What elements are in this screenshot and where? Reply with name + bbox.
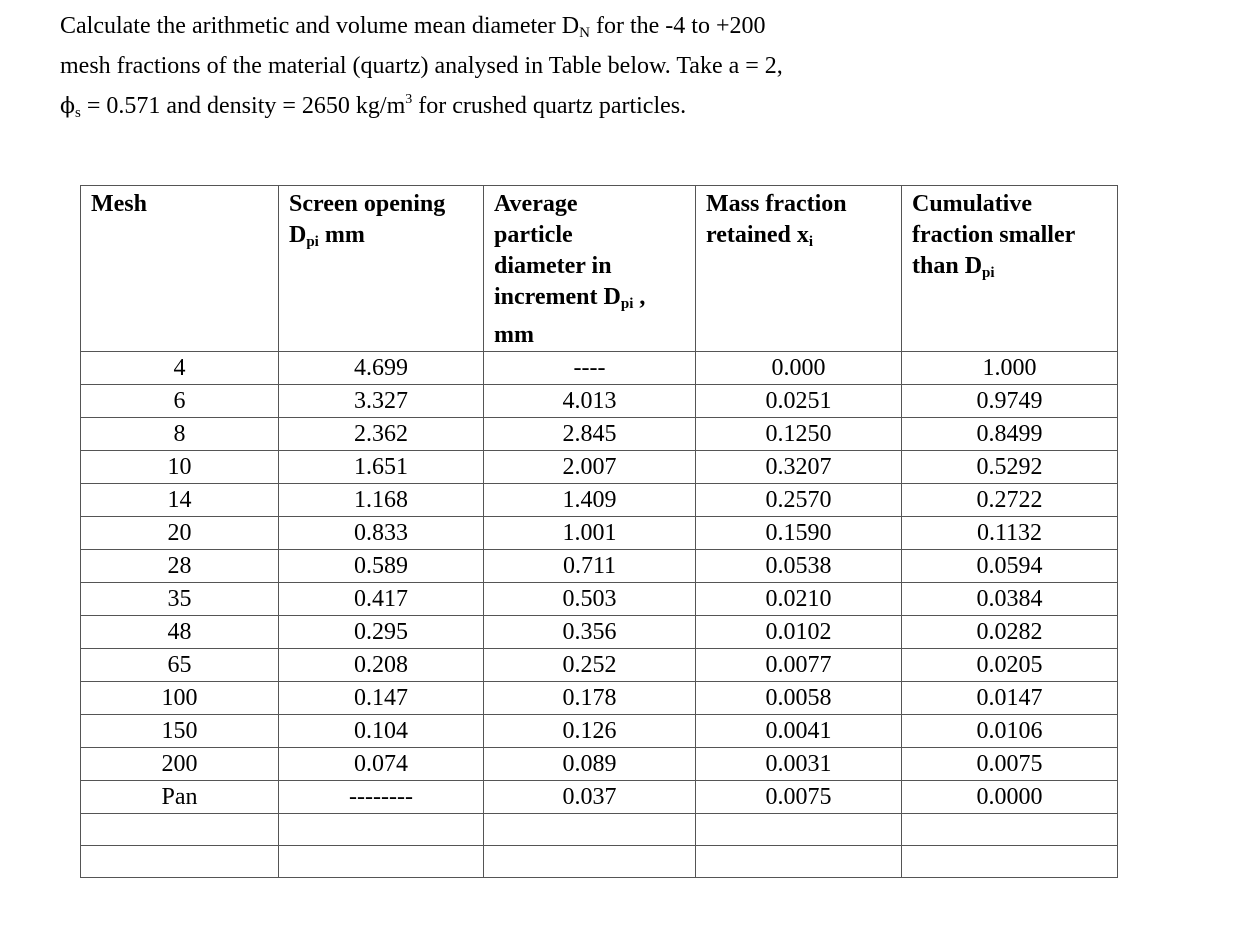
cell-mass-fraction: 0.1590 [696,517,902,550]
cell-cumulative-fraction: 0.8499 [902,418,1118,451]
cell-average-diameter: 0.089 [484,748,696,781]
cell-screen-opening: 2.362 [279,418,484,451]
cell-cumulative-fraction: 0.1132 [902,517,1118,550]
cell-average-diameter: 1.409 [484,484,696,517]
cell-screen-opening: 0.295 [279,616,484,649]
header-mesh: Mesh [81,186,279,352]
cell-empty [696,814,902,846]
problem-statement [60,10,960,130]
table-row [81,682,1118,715]
cell-mesh: 100 [81,682,279,715]
cell-cumulative-fraction: 0.0205 [902,649,1118,682]
cell-mesh: 8 [81,418,279,451]
cell-screen-opening: 1.168 [279,484,484,517]
cell-mesh: 10 [81,451,279,484]
table-body [81,352,1118,878]
cell-mass-fraction: 0.0031 [696,748,902,781]
cell-screen-opening: 0.208 [279,649,484,682]
cell-mass-fraction: 0.1250 [696,418,902,451]
cell-mass-fraction: 0.2570 [696,484,902,517]
table-row [81,385,1118,418]
cell-cumulative-fraction: 0.0147 [902,682,1118,715]
cell-cumulative-fraction: 0.0075 [902,748,1118,781]
cell-cumulative-fraction: 0.0106 [902,715,1118,748]
cell-screen-opening: 0.417 [279,583,484,616]
cell-average-diameter: 0.356 [484,616,696,649]
cell-mass-fraction: 0.0102 [696,616,902,649]
cell-average-diameter: 0.503 [484,583,696,616]
header-screen-opening: Screen opening Dpi mm [279,186,484,352]
cell-empty [484,846,696,878]
cell-average-diameter: 0.178 [484,682,696,715]
cell-mesh: 6 [81,385,279,418]
table-row [81,583,1118,616]
cell-mass-fraction: 0.0251 [696,385,902,418]
cell-mass-fraction: 0.0075 [696,781,902,814]
cell-mesh: 14 [81,484,279,517]
cell-average-diameter: 0.126 [484,715,696,748]
cell-average-diameter: 1.001 [484,517,696,550]
phi-symbol: ϕ [60,94,75,119]
table-row [81,517,1118,550]
cell-screen-opening: 0.104 [279,715,484,748]
cell-cumulative-fraction: 0.0384 [902,583,1118,616]
cell-cumulative-fraction: 0.0282 [902,616,1118,649]
header-average-diameter: Average particle diameter in increment Dpi , mm [484,186,696,352]
cell-empty [696,846,902,878]
cell-empty [81,814,279,846]
cell-empty [279,814,484,846]
header-cumulative-fraction: Cumulative fraction smaller than Dpi [902,186,1118,352]
cell-mass-fraction: 0.0538 [696,550,902,583]
cell-empty [279,846,484,878]
table-row [81,352,1118,385]
cell-screen-opening: 4.699 [279,352,484,385]
cell-mass-fraction: 0.0210 [696,583,902,616]
table-row [81,484,1118,517]
cell-screen-opening: 1.651 [279,451,484,484]
cell-cumulative-fraction: 0.0000 [902,781,1118,814]
cell-average-diameter: 0.037 [484,781,696,814]
cell-empty [902,846,1118,878]
cell-mesh: Pan [81,781,279,814]
table-row [81,616,1118,649]
cell-cumulative-fraction: 0.5292 [902,451,1118,484]
table-row [81,418,1118,451]
cell-cumulative-fraction: 0.9749 [902,385,1118,418]
cell-average-diameter: 2.007 [484,451,696,484]
cell-average-diameter: 0.711 [484,550,696,583]
cell-mesh: 200 [81,748,279,781]
cell-mesh: 48 [81,616,279,649]
cell-screen-opening: 3.327 [279,385,484,418]
cell-empty [902,814,1118,846]
cell-mass-fraction: 0.3207 [696,451,902,484]
cell-screen-opening: 0.589 [279,550,484,583]
cell-mesh: 35 [81,583,279,616]
problem-line-3: $\phi_s = 0.571$ and density = 2650 $kg/m^3$ for crushed quartz particles. [60,92,687,121]
cell-empty [81,846,279,878]
cell-screen-opening: -------- [279,781,484,814]
cell-mass-fraction: 0.0058 [696,682,902,715]
table-row [81,748,1118,781]
header-mass-fraction: Mass fraction retained xi [696,186,902,352]
table-header-row [81,186,1118,352]
table-row [81,649,1118,682]
cell-screen-opening: 0.833 [279,517,484,550]
table-row [81,781,1118,814]
cell-mesh: 150 [81,715,279,748]
table-row-empty [81,814,1118,846]
table-row-empty [81,846,1118,878]
cell-cumulative-fraction: 1.000 [902,352,1118,385]
table-row [81,550,1118,583]
cell-mesh: 28 [81,550,279,583]
cell-empty [484,814,696,846]
sieve-analysis-table [80,185,1118,878]
cell-average-diameter: 2.845 [484,418,696,451]
table-row [81,715,1118,748]
cell-screen-opening: 0.074 [279,748,484,781]
cell-average-diameter: ---- [484,352,696,385]
cell-mesh: 20 [81,517,279,550]
problem-line-2: mesh fractions of the material (quartz) analysed in Table below. Take a = 2, [60,53,783,79]
cell-mass-fraction: 0.0077 [696,649,902,682]
cell-mass-fraction: 0.000 [696,352,902,385]
cell-cumulative-fraction: 0.2722 [902,484,1118,517]
cell-mesh: 65 [81,649,279,682]
problem-line-1: Calculate the arithmetic and volume mean diameter $D_N$ for the -4 to +200 [60,13,766,41]
cell-average-diameter: 0.252 [484,649,696,682]
cell-cumulative-fraction: 0.0594 [902,550,1118,583]
cell-mass-fraction: 0.0041 [696,715,902,748]
cell-average-diameter: 4.013 [484,385,696,418]
cell-screen-opening: 0.147 [279,682,484,715]
cell-mesh: 4 [81,352,279,385]
table-row [81,451,1118,484]
